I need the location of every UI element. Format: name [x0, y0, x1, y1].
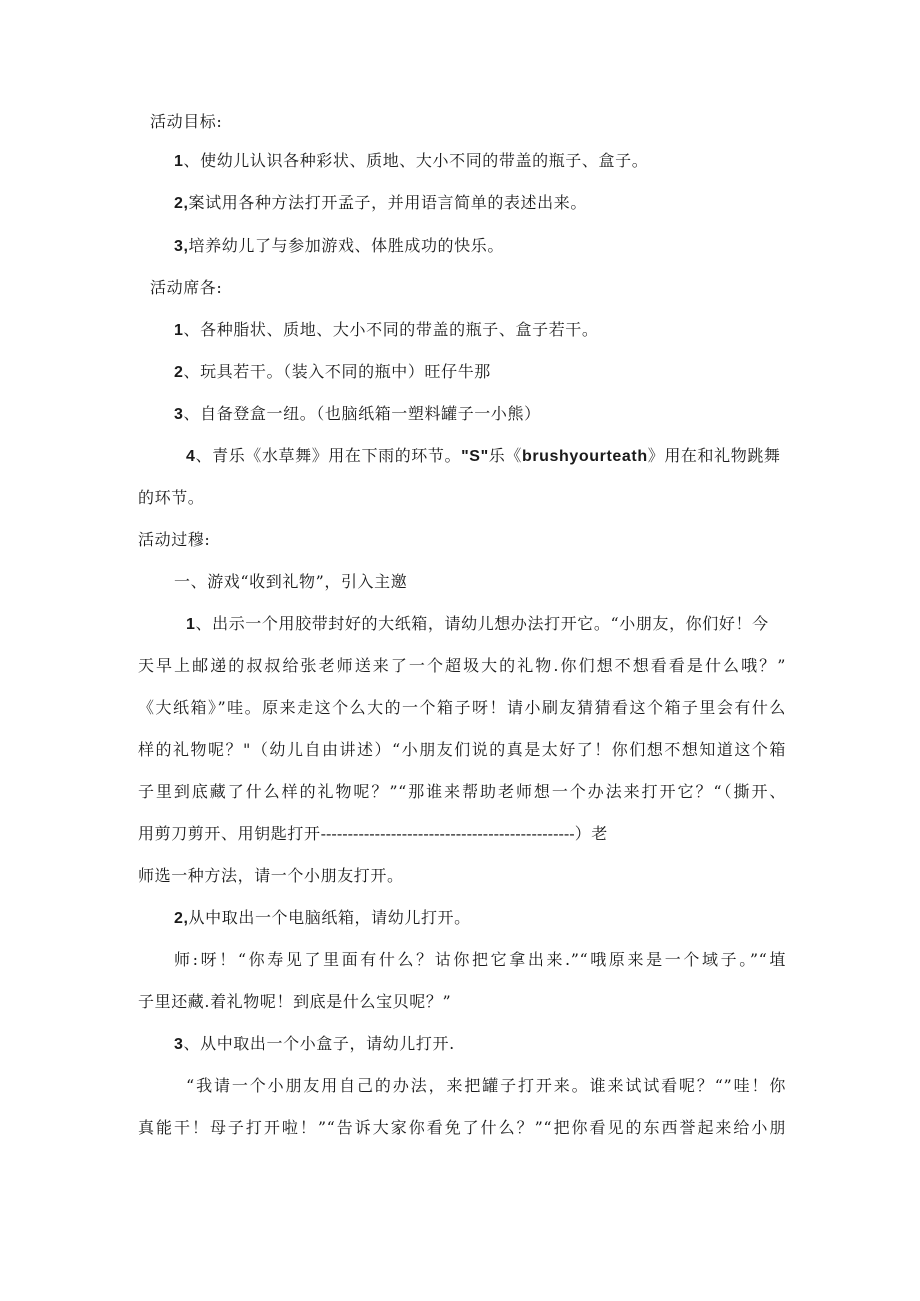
prep-item-4-text-a: 、青乐《水草舞》用在下雨的环节。 [195, 446, 462, 465]
process-p1-line6-dashes: ----------------------------------------------- [320, 824, 575, 843]
prep-item-1-text: 、各种脂状、质地、大小不同的带盖的瓶子、盒子若干。 [183, 320, 599, 339]
process-p1-line1 [186, 614, 769, 635]
process-p1-line6-end: ）老 [574, 824, 608, 843]
prep-item-3 [174, 404, 541, 425]
prep-item-4-bold-a: "S" [461, 448, 489, 465]
prep-item-4-number: 4 [186, 448, 196, 465]
goal-item-1-text: 、使幼儿认识各种彩状、质地、大小不同的带盖的瓶子、盒子。 [183, 151, 649, 170]
process-p2 [174, 908, 471, 929]
process-p1-line1-text: 、出示一个用胶带封好的大纸箱，请幼儿想办法打开它。“小朋友，你们好！今 [195, 614, 769, 633]
goal-item-1 [174, 151, 648, 172]
process-p3-line1: “我请一个小朋友用自己的办法，来把罐子打开来。谁来试试看呢？“”哇！你 [186, 1076, 786, 1095]
prep-item-4-song-title: brushyourteath [521, 448, 648, 465]
process-p1-line6-text: 用剪刀剪开、用钥匙打开 [138, 824, 321, 843]
process-p1-line5: 子里到底藏了什么样的礼物呢？”“那谁来帮助老师想一个办法来打开它？“（撕开、 [138, 782, 786, 801]
prep-item-3-text: 、自备登盒一纽。（也脑纸箱一塑料罐子一小熊） [183, 404, 541, 423]
goal-item-1-number: 1 [174, 153, 184, 170]
prep-item-4-line2: 的环节。 [138, 488, 205, 507]
goals-heading: 活动目标: [150, 112, 223, 131]
process-p3-text: 、从中取出一个小盒子，请幼儿打开. [183, 1034, 455, 1053]
prep-item-2-text: 、玩具若干。（装入不同的瓶中）旺仔牛那 [183, 362, 491, 381]
process-p2-dialog1: 师:呀！“你寿见了里面有什么？诂你把它拿出来.”“哦原来是一个域子。”“埴 [174, 950, 786, 969]
process-p3-line2: 真能干！母子打开啦！”“告诉大家你看免了什么？”“把你看见的东西誉起来给小朋 [138, 1118, 786, 1137]
prep-item-3-number: 3 [174, 406, 184, 423]
goal-item-3-text: 培养幼儿了与参加游戏、体胜成功的快乐。 [188, 236, 504, 255]
goal-item-3 [174, 236, 504, 257]
process-p2-number: 2, [174, 910, 189, 927]
process-p1-line3: 《大纸箱》”哇。原来走这个么大的一个箱子呀！请小刷友猜猜看这个箱子里会有什么 [138, 698, 786, 717]
process-p1-number: 1 [186, 616, 196, 633]
process-p1-line2: 天早上邮递的叔叔给张老师送来了一个超圾大的礼物.你们想不想看看是什么哦？” [138, 656, 786, 675]
process-p1-line7: 师选一种方法，请一个小朋友打开。 [138, 866, 404, 885]
prep-item-4-text-c: 》用在和礼物跳舞 [647, 446, 781, 465]
prep-item-4-text-b: 乐《 [488, 446, 522, 465]
process-p3-number: 3 [174, 1036, 184, 1053]
prep-item-4 [186, 446, 781, 467]
process-p3 [174, 1034, 455, 1055]
process-p2-text: 从中取出一个电脑纸箱，请幼儿打开。 [188, 908, 471, 927]
prep-item-2 [174, 362, 491, 383]
process-p2-dialog2: 子里还藏.着礼物呢！到底是什么宝贝呢？” [138, 992, 452, 1011]
prep-item-2-number: 2 [174, 364, 184, 381]
goal-item-3-number: 3, [174, 238, 189, 255]
prep-item-1-number: 1 [174, 322, 184, 339]
process-p1-line4: 样的礼物呢？"（幼儿自由讲述）“小朋友们说的真是太好了！你们想不想知道这个箱 [138, 740, 786, 759]
goal-item-2-text: 案试用各种方法打开孟子，并用语言简单的表述出来。 [188, 193, 587, 212]
process-section-1: 一、游戏“收到礼物”，引入主邀 [174, 572, 408, 591]
process-heading: 活动过穆: [138, 530, 211, 549]
goal-item-2 [174, 193, 587, 214]
prep-item-1 [174, 320, 599, 341]
goal-item-2-number: 2, [174, 195, 189, 212]
process-p1-line6 [138, 824, 608, 844]
prep-heading: 活动席各: [150, 278, 223, 297]
